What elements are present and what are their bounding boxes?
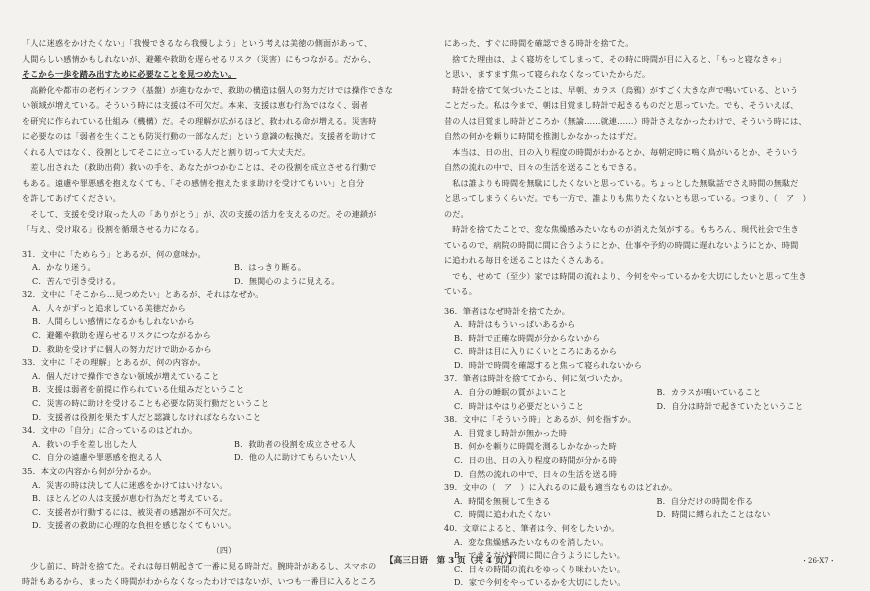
option-c[interactable]: C．苦んで引き受ける。 bbox=[32, 275, 121, 286]
passage-line: そして、支援を受け取った人の「ありがとう」が、次の支援の活力を支えるのだ。その連鎖が bbox=[22, 208, 377, 219]
option-a[interactable]: A．自分の睡眠の質がよいこと bbox=[454, 387, 568, 398]
question-34 bbox=[22, 424, 426, 465]
option-c[interactable]: C．時計はやはり必要だということ bbox=[454, 400, 585, 411]
option-b[interactable]: B．時計で正確な時間が分からないから bbox=[454, 332, 601, 343]
passage-line: い領域が増えている。そういう時には支援は不可欠だ。本来、支援は恵む行為ではなく、弱者 bbox=[22, 100, 369, 110]
option-b[interactable]: B．はっきり断る。 bbox=[234, 262, 307, 273]
option-a[interactable]: A．目覚まし時計が無かった時 bbox=[454, 427, 568, 438]
option-c[interactable]: C．日々の時間の流れをゆっくり味わいたい。 bbox=[454, 563, 626, 574]
passage-line: 時計を捨てたことで、変な焦燥感みたいなものが消えた気がする。もちろん、現代社会で生き bbox=[444, 224, 799, 234]
question-stem: 38．文中に「そういう時」とあるが、何を指すか。 bbox=[444, 414, 636, 425]
option-d[interactable]: D．支援者の救助に心理的な負担を感じなくてもいい。 bbox=[32, 520, 237, 531]
question-32 bbox=[22, 288, 426, 356]
passage-three bbox=[22, 36, 426, 238]
question-39 bbox=[444, 481, 849, 522]
question-stem: 35．本文の内容から何が分かるか。 bbox=[22, 466, 157, 476]
passage-line: にあった、すぐに時間を確認できる時計を捨てた。 bbox=[444, 38, 634, 48]
option-b[interactable]: B．人間らしい感情になるかもしれないから bbox=[32, 316, 195, 327]
option-b[interactable]: B．ほとんどの人は支援が恵む行為だと考えている。 bbox=[32, 493, 228, 504]
option-a[interactable]: A．変な焦燥感みたいなものを消したい。 bbox=[454, 536, 609, 547]
option-b[interactable]: B．自分だけの時間を作る bbox=[656, 495, 754, 506]
question-33 bbox=[22, 356, 426, 424]
option-c[interactable]: C．日の出、日の入り程度の時間が分かる時 bbox=[454, 455, 617, 466]
passage-line: のだ。 bbox=[444, 208, 469, 219]
passage-line: 時計を捨てて気づいたことは、早朝、カラス（烏鴉）がすごく大きな声で鳴いている、という bbox=[444, 84, 799, 95]
passage-line: を許してあげてください。 bbox=[22, 193, 121, 203]
question-35 bbox=[22, 465, 426, 533]
option-b[interactable]: B．支援は弱者を前提に作られている仕組みだということ bbox=[32, 384, 245, 395]
passage-line: 昔の人は目覚まし時計どころか（無論……就連……）時計さえなかったわけで、そういう時には、 bbox=[444, 115, 807, 126]
option-a[interactable]: A．時計はもういっぱいあるから bbox=[454, 319, 576, 330]
passage-line: もある。遠慮や罪悪感を抱えなくても、「その感情を抱えたまま助けを受けてもいい」と自分 bbox=[22, 177, 365, 188]
option-a[interactable]: A．かなり迷う。 bbox=[32, 262, 96, 273]
passage-line: 高齢化や都市の老朽インフラ（基盤）が進むなかで、救助の構造は個人の努力だけでは操作できな bbox=[22, 84, 393, 95]
right-column bbox=[444, 36, 849, 590]
passage-line: くれる人ではなく、役割としてそこに立っている人だと割り切って大丈夫だ。 bbox=[22, 146, 311, 157]
option-c[interactable]: C．災害の時に助けを受けることも必要な防災行動だということ bbox=[32, 398, 270, 409]
option-a[interactable]: A．救いの手を差し出した人 bbox=[32, 438, 137, 449]
option-c[interactable]: C．支援者が行動するには、被災者の感謝が不可欠だ。 bbox=[32, 506, 237, 517]
passage-line: 「人に迷惑をかけたくない」「我慢できるなら我慢しよう」という考えは美徳の側面があって、 bbox=[22, 38, 373, 48]
option-d[interactable]: D．時間に縛られたことはない bbox=[656, 509, 771, 520]
option-a[interactable]: A．災害の時は決して人に迷惑をかけてはいけない。 bbox=[32, 479, 228, 490]
question-38 bbox=[444, 413, 849, 481]
question-stem: 37．筆者は時計を捨ててから、何に気づいたか。 bbox=[444, 373, 628, 384]
option-d[interactable]: D．自然の流れの中で、日々の生活を送る時 bbox=[454, 468, 618, 479]
option-b[interactable]: B．何かを頼りに時間を測るしかなかった時 bbox=[454, 441, 617, 452]
passage-line: に必要なのは「弱者を生くことも防災行動の一部なんだ」という意識の転換だ。支援者を助けて bbox=[22, 131, 377, 141]
question-stem: 31．文中に「ためらう」とあるが、何の意味か。 bbox=[22, 248, 206, 259]
passage-line: 本当は、日の出、日の入り程度の時間がわかるとか、毎朝定時に鳴く鳥がいるとか、そういう bbox=[444, 146, 799, 157]
page-footer: 【高三日语 第 3 页（共 4 页）】 bbox=[385, 556, 517, 566]
exam-code: ・26-X7・ bbox=[801, 557, 836, 565]
option-c[interactable]: C．避難や救助を遅らせるリスクにつながるから bbox=[32, 330, 211, 341]
question-stem: 33．文中に「その理解」とあるが、何の内容か。 bbox=[22, 357, 206, 368]
option-d[interactable]: D．時計で時間を確認すると焦って寝られないから bbox=[454, 359, 643, 370]
question-stem: 39．文中の（ ア ）に入れるのに最も適当なものはどれか。 bbox=[444, 482, 678, 493]
option-b[interactable]: B．できるだけ時間に間に合うようにしたい。 bbox=[454, 550, 625, 561]
question-37 bbox=[444, 372, 849, 413]
option-c[interactable]: C．自分の遠慮や罪悪感を抱える人 bbox=[32, 452, 163, 463]
option-a[interactable]: A．時間を無視して生きる bbox=[454, 495, 551, 506]
passage-four bbox=[444, 36, 849, 300]
passage-line: ているので、病院の時間に間に合うようにとか、仕事や予約の時間に遅れないようにとか、時間 bbox=[444, 239, 799, 250]
question-stem: 32．文中に「そこから…見つめたい」とあるが、それはなぜか。 bbox=[22, 289, 264, 300]
question-stem: 34．文中の「自分」に合っているのはどれか。 bbox=[22, 425, 198, 436]
question-stem: 40．文章によると、筆者は今、何をしたいか。 bbox=[444, 523, 620, 533]
passage-line: 少し前に、時計を捨てた。それは毎日朝起きて一番に見る時計だ。腕時計があるし、スマホの bbox=[22, 560, 377, 571]
passage-line: と思い、ますます焦って寝られなくなっていたからだ。 bbox=[444, 69, 651, 79]
option-b[interactable]: B．救助者の役割を成立させる人 bbox=[234, 438, 356, 449]
section-title: （四） bbox=[211, 544, 237, 555]
option-d[interactable]: D．家で今何をやっているかを大切にしたい。 bbox=[454, 577, 626, 588]
passage-line: 人間らしい感情かもしれないが、避難や救助を遅らせるリスク（災害）にもつながる。だから、 bbox=[22, 53, 377, 64]
option-d[interactable]: D．救助を受けずに個人の努力だけで助かるから bbox=[32, 343, 212, 354]
passage-line: 自然の流れの中で、日々の生活を送ることもできる。 bbox=[444, 162, 642, 172]
passage-line: ことだった。私は今まで、朝は目覚まし時計で起きるものだと思っていた。でも、そういえば、 bbox=[444, 100, 799, 110]
option-d[interactable]: D．支援者は役割を果たす人だと認識しなければならないこと bbox=[32, 411, 262, 422]
passage-line: 捨てた理由は、よく寝坊をしてしまって、その時に時間が目に入ると、「もっと寝なきゃ」 bbox=[444, 53, 787, 64]
passage-line: 私は誰よりも時間を無駄にしたくないと思っている。ちょっとした無駄話でさえ時間の無駄だ bbox=[444, 177, 799, 188]
question-36 bbox=[444, 305, 849, 373]
passage-line: 差し出された（救助出荷）救いの手を、あなたがつかむことは、その役割を成立させる行動で bbox=[22, 162, 377, 172]
passage-line: に追われる毎日を送ることはたくさんある。 bbox=[444, 255, 609, 265]
option-a[interactable]: A．人々がずっと追求している美徳だから bbox=[32, 302, 186, 313]
passage-line: を研究に作られている仕組み（機構）だ。その理解が広がるほど、救われる命が増える。災害時 bbox=[22, 115, 377, 126]
passage-line: ている。 bbox=[444, 286, 477, 296]
passage-line-underlined: そこから一歩を踏み出すために必要なことを見つめたい。 bbox=[22, 69, 237, 79]
passage-line: と思ってしまうくらいだ。でも一方で、誰よりも焦りたくないとも思っている。つまり、（ ア ） bbox=[444, 193, 811, 203]
option-c[interactable]: C．時間に追われたくない bbox=[454, 509, 552, 520]
left-column bbox=[22, 36, 426, 590]
question-stem: 36．筆者はなぜ時計を捨てたか。 bbox=[444, 305, 571, 316]
passage-line: 時計もあるから、まったく時間がわからなくなったわけではないが、いつも一番目に入るところ bbox=[22, 576, 377, 587]
option-d[interactable]: D．自分は時計で起きていたということ bbox=[656, 400, 804, 411]
option-b[interactable]: B．カラスが鳴いていること bbox=[656, 387, 762, 398]
passage-line: 自然の何かを頼りに時間を推測しかなかったはずだ。 bbox=[444, 131, 642, 141]
question-31 bbox=[22, 248, 426, 289]
option-d[interactable]: D．無関心のように見える。 bbox=[234, 275, 340, 286]
option-a[interactable]: A．個人だけで操作できない領域が増えていること bbox=[32, 370, 220, 381]
passage-line: でも、せめて（至少）家では時間の流れより、今何をやっているかを大切にしたいと思って生き bbox=[444, 270, 807, 281]
passage-line: 「与え、受け取る」役割を循環させる力になる。 bbox=[22, 224, 204, 234]
option-c[interactable]: C．時計は目に入りにくいところにあるから bbox=[454, 346, 617, 357]
option-d[interactable]: D．他の人に助けてもらいたい人 bbox=[234, 452, 357, 463]
